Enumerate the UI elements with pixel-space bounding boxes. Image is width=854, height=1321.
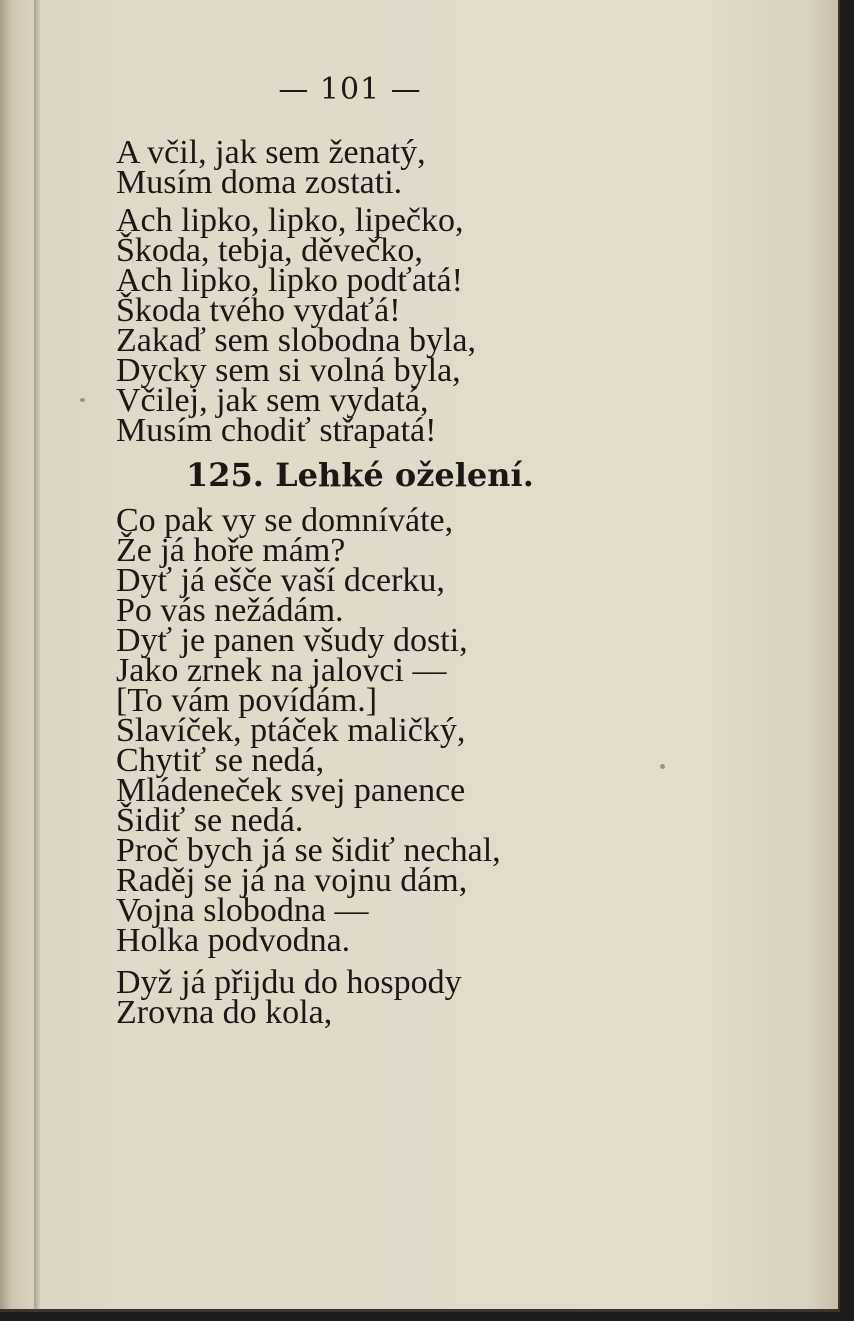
verse-line: Vojna slobodna — [116,892,369,929]
verse-line: Mládeneček svej panence [116,772,466,809]
binding-gutter [34,0,40,1312]
text-block [116,134,816,1031]
verse-line: Včilej, jak sem vydatá, [116,382,429,419]
verse-line: Dyž já přijdu do hospody [116,964,462,1001]
verse-line: Šidiť se nedá. [116,802,304,839]
verse-line: Slavíček, ptáček maličký, [116,712,466,749]
verse-line: Chytiť se nedá, [116,742,325,779]
verse-line: Po vás nežádám. [116,592,344,629]
verse-line: Že já hoře mám? [116,532,346,569]
page-number: — 101 — [278,72,422,107]
verse-line: Dyť je panen všudy dosti, [116,622,468,659]
song-heading: 125. Lehké oželení. [186,456,534,494]
verse-line: Dycky sem si volná byla, [116,352,461,389]
verse-line: Musím doma zostati. [116,164,403,201]
verse-line: Dyť já ešče vaší dcerku, [116,562,445,599]
verse-line: Ach lipko, lipko podťatá! [116,262,463,299]
verse-line: Holka podvodna. [116,922,351,959]
verse-line: Jako zrnek na jalovci — [116,652,447,689]
verse-line: Zrovna do kola, [116,994,333,1031]
paper-speck [660,764,665,769]
verse-line: [To vám povídám.] [116,682,378,719]
verse-line: Ach lipko, lipko, lipečko, [116,202,464,239]
verse-line: Raděj se já na vojnu dám, [116,862,468,899]
paper-speck [80,398,85,402]
verse-line: Škoda tvého vydaťá! [116,292,401,329]
verse-line: Proč bych já se šidiť nechal, [116,832,501,869]
verse-line: Musím chodiť střapatá! [116,412,437,449]
verse-line: Co pak vy se domníváte, [116,502,454,539]
verse-line: A včil, jak sem ženatý, [116,134,426,171]
verse-line: Zakaď sem slobodna byla, [116,322,477,359]
verse-line: Škoda, tebja, děvečko, [116,232,423,269]
